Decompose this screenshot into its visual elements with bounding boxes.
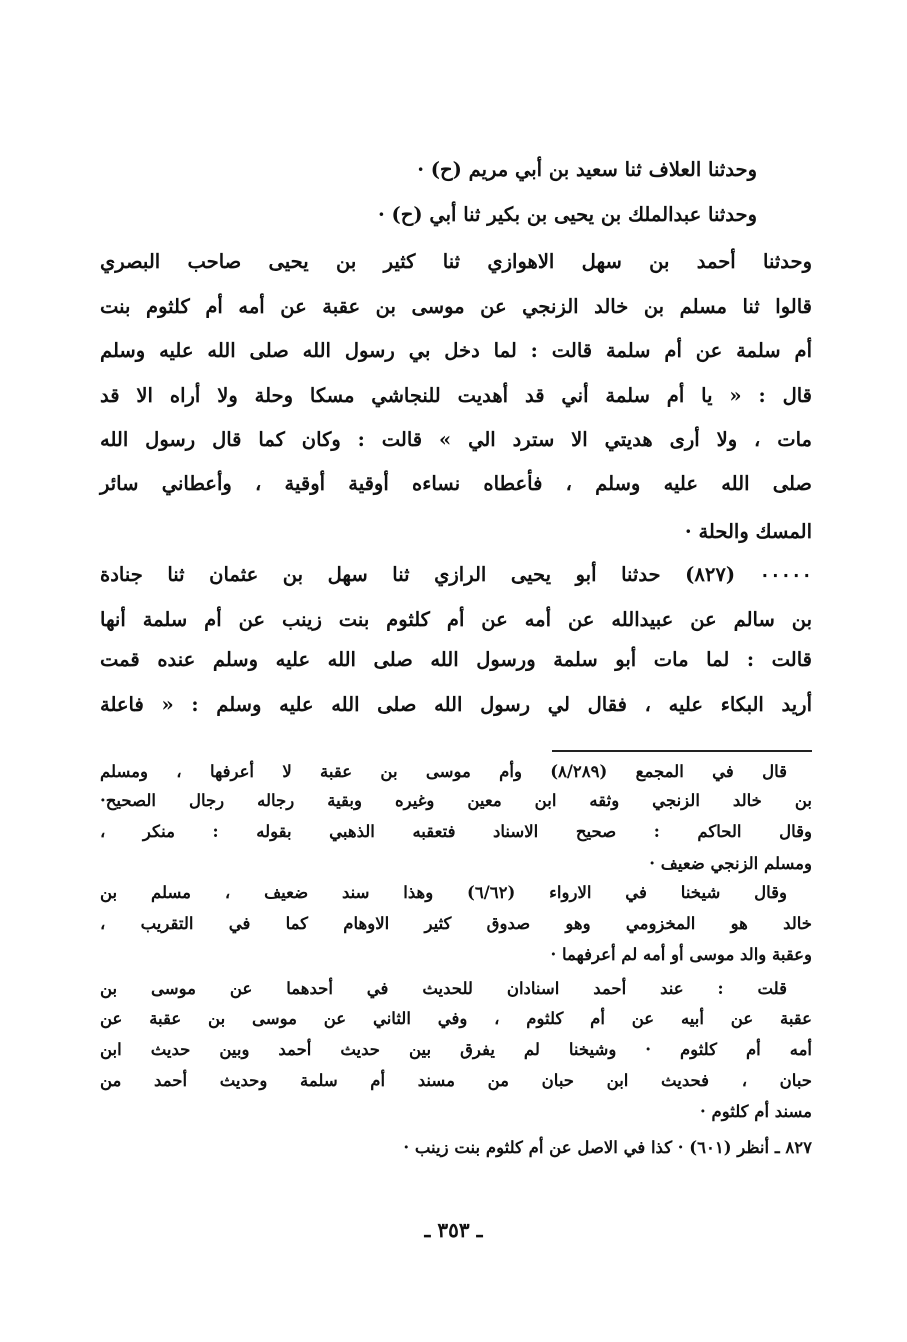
main-line-2: وحدثنا عبدالملك بن يحيى بن بكير ثنا أبي (ح) · xyxy=(377,203,757,226)
main-line-6: قال : « يا أم سلمة أني قد أهديت للنجاشي مسكا وحلة ولا أراه الا قد xyxy=(100,384,812,407)
main-line-1: وحدثنا العلاف ثنا سعيد بن أبي مريم (ح) · xyxy=(417,158,757,181)
note-line-5: وقال شيخنا في الارواء (٦/٦٢) وهذا سند ضعيف ، مسلم بن xyxy=(100,883,787,902)
note-line-12: مسند أم كلثوم · xyxy=(699,1102,812,1121)
note-line-6: خالد هو المخزومي وهو صدوق كثير الاوهام كما في التقريب ، xyxy=(100,914,812,933)
note-line-2: بن خالد الزنجي وثقه ابن معين وغيره وبقية رجاله رجال الصحيح· xyxy=(100,791,812,810)
footnote-divider xyxy=(552,750,812,752)
note-line-3: وقال الحاكم : صحيح الاسناد فتعقبه الذهبي بقوله : منكر ، xyxy=(100,822,812,841)
main-line-7: مات ، ولا أرى هديتي الا سترد الي » قالت : وكان كما قال رسول الله xyxy=(100,428,812,451)
main-line-12: قالت : لما مات أبو سلمة ورسول الله صلى الله عليه وسلم عنده قمت xyxy=(100,648,812,671)
main-line-4: قالوا ثنا مسلم بن خالد الزنجي عن موسى بن عقبة عن أمه أم كلثوم بنت xyxy=(100,295,812,318)
note-line-4: ومسلم الزنجي ضعيف · xyxy=(649,854,812,873)
main-line-3: وحدثنا أحمد بن سهل الاهوازي ثنا كثير بن يحيى صاحب البصري xyxy=(100,250,812,273)
note-line-8: قلت : عند أحمد اسنادان للحديث في أحدهما عن موسى بن xyxy=(100,979,787,998)
page-number: ـ ٣٥٣ ـ xyxy=(424,1218,483,1242)
note-line-7: وعقبة والد موسى أو أمه لم أعرفهما · xyxy=(550,945,812,964)
note-line-10: أمه أم كلثوم · وشيخنا لم يفرق بين حديث أحمد وبين حديث ابن xyxy=(100,1040,812,1059)
main-line-9: المسك والحلة · xyxy=(684,520,812,543)
note-line-11: حبان ، فحديث ابن حبان من مسند أم سلمة وحديث أحمد من xyxy=(100,1071,812,1090)
main-line-5: أم سلمة عن أم سلمة قالت : لما دخل بي رسول الله صلى الله عليه وسلم xyxy=(100,339,812,362)
note-line-9: عقبة عن أبيه عن أم كلثوم ، وفي الثاني عن موسى بن عقبة عن xyxy=(100,1009,812,1028)
main-line-10: ٠٠٠٠٠ (٨٢٧) حدثنا أبو يحيى الرازي ثنا سهل بن عثمان ثنا جنادة xyxy=(100,563,813,586)
main-line-8: صلى الله عليه وسلم ، فأعطاه نساءه أوقية أوقية ، وأعطاني سائر xyxy=(100,472,812,495)
note-line-13: ٨٢٧ ـ أنظر (٦٠١) · كذا في الاصل عن أم كلثوم بنت زينب · xyxy=(403,1138,812,1157)
note-line-1: قال في المجمع (٨/٢٨٩) وأم موسى بن عقبة لا أعرفها ، ومسلم xyxy=(100,762,787,781)
main-line-13: أريد البكاء عليه ، فقال لي رسول الله صلى الله عليه وسلم : « فاعلة xyxy=(100,693,812,716)
main-line-11: بن سالم عن عبيدالله عن أمه عن أم كلثوم بنت زينب عن أم سلمة أنها xyxy=(100,608,812,631)
